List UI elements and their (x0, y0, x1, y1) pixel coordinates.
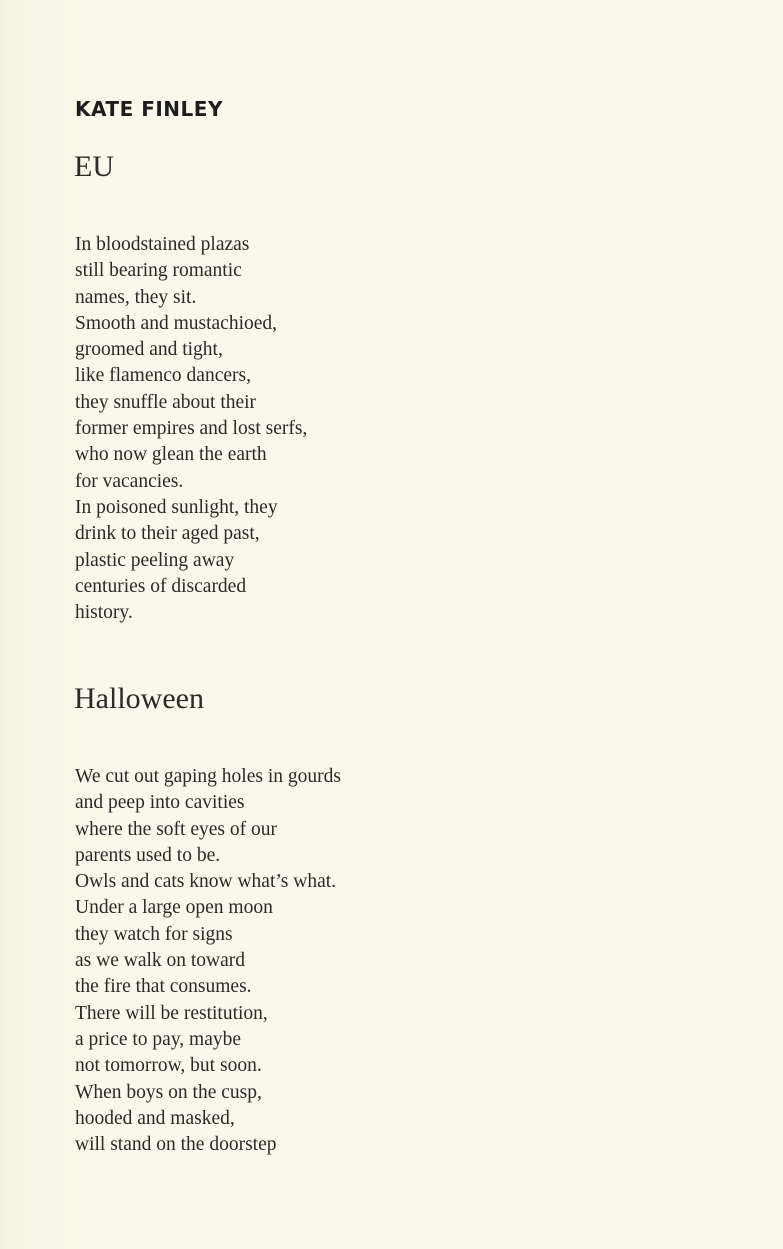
poem-line: a price to pay, maybe (75, 1028, 242, 1050)
poem-line: they snuffle about their (75, 391, 257, 413)
poem-line: where the soft eyes of our (75, 818, 277, 840)
poem-line: In poisoned sunlight, they (75, 496, 278, 518)
poem-line: they watch for signs (75, 923, 233, 945)
poem-line: for vacancies. (75, 470, 184, 492)
poem-title: EU (74, 150, 114, 183)
poem-line: who now glean the earth (75, 444, 267, 466)
poem-line: We cut out gaping holes in gourds (75, 766, 341, 787)
poem-title: Halloween (74, 682, 204, 715)
poem-line: names, they sit. (75, 286, 197, 308)
poem-line: There will be restitution, (75, 1002, 268, 1024)
poem-line: hooded and masked, (75, 1107, 235, 1129)
poem-line: still bearing romantic (75, 260, 242, 282)
poem-body (75, 232, 307, 626)
poem-line: not tomorrow, but soon. (75, 1055, 262, 1077)
poem-line: plastic peeling away (75, 549, 235, 571)
poem-line: In bloodstained plazas (75, 234, 250, 255)
poem-line: parents used to be. (75, 844, 221, 866)
poem-line: the fire that consumes. (75, 976, 252, 998)
poem-line: drink to their aged past, (75, 523, 260, 545)
author-name: KATE FINLEY (75, 97, 223, 121)
poem-line: Owls and cats know what’s what. (75, 871, 337, 893)
poem-body (75, 764, 341, 1158)
poem-line: Smooth and mustachioed, (75, 312, 278, 334)
poem-line: groomed and tight, (75, 339, 223, 361)
poem-line: will stand on the doorstep (75, 1134, 277, 1156)
poem-line: centuries of discarded (75, 575, 247, 597)
poem-line: like flamenco dancers, (75, 365, 251, 387)
poem-line: as we walk on toward (75, 950, 246, 972)
poem-line: and peep into cavities (75, 792, 245, 814)
poem-line: history. (75, 602, 133, 624)
poem-line: When boys on the cusp, (75, 1081, 262, 1103)
poem-line: former empires and lost serfs, (75, 418, 308, 440)
poem-line: Under a large open moon (75, 897, 273, 919)
